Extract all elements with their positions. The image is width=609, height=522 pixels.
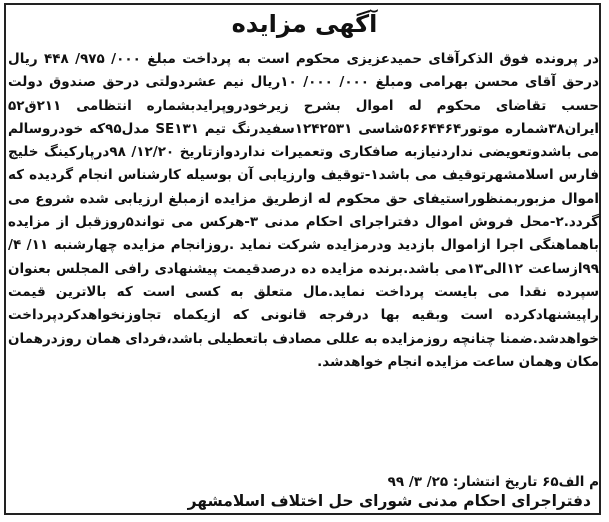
notice-title: آگهی مزایده (231, 10, 378, 38)
notice-signature: دفتراجرای احکام مدنی شورای حل اختلاف اسلامشهر (187, 492, 591, 510)
notice-footer-reference: م الف۶۵ تاریخ انتشار: ۲۵/ ۳/ ۹۹ (387, 474, 599, 490)
notice-body: در پرونده فوق الذکرآقای حمیدعزیزی محکوم است به پرداخت مبلغ ۰۰۰/ ۹۷۵/ ۴۴۸ ریال درحق آقای محسن بهرامی ومبلغ ۰۰۰/ ۰۰۰/ ۱۰ریال نیم عشردولتی درحق صندوق دولت حسب تقاضای محکوم له اموال بشرح زیرخودروپرایدبشماره انتظامی ۲۱۱ق۵۲ ایران۳۸شماره موتور۵۶۶۴۴۶۴شاسی ۱۲۴۲۵۳۱سفیدرنگ تیم SE۱۳۱ مدل۹۵که خودروسالم می باشدوتعویضی نداردنیازبه صافکاری وتعمیرات نداردوازتاریخ ۱۲/۲۰/ ۹۸درپارکینگ خلیج فارس اسلامشهرتوقیف می باشد۱-توقیف وارزیابی آن بوسیله کارشناس انجام گردیده که اموال مزبوربمنظوراستیفای حق محکوم له ازطریق مزایده ازمبلغ ارزیابی شده شروع می گردد.۲-محل فروش اموال دفتراجرای احکام مدنی ۳-هرکس می تواند۵روزقبل از مزایده باهماهنگی اجرا ازاموال بازدید ودرمزایده شرکت نماید .روزانجام مزایده چهارشنبه ۱۱/ ۴/ ۹۹ازساعت ۱۲الی۱۳می باشد.برنده مزایده ده درصدقیمت پیشنهادی رافی المجلس بعنوان سپرده نقدا می بایست پرداخت نماید.مال متعلق به کسی است که بالاترین قیمت راپیشنهادکرده است وبقیه بها درفرجه قانونی که ازیکماه تجاوزنخواهدکردپرداخت خواهدشد.ضمنا چنانچه روزمزایده به عللی مصادف باتعطیلی باشد،فردای همان روزدرهمان مکان وهمان ساعت مزایده انجام خواهدشد. (8, 51, 600, 370)
